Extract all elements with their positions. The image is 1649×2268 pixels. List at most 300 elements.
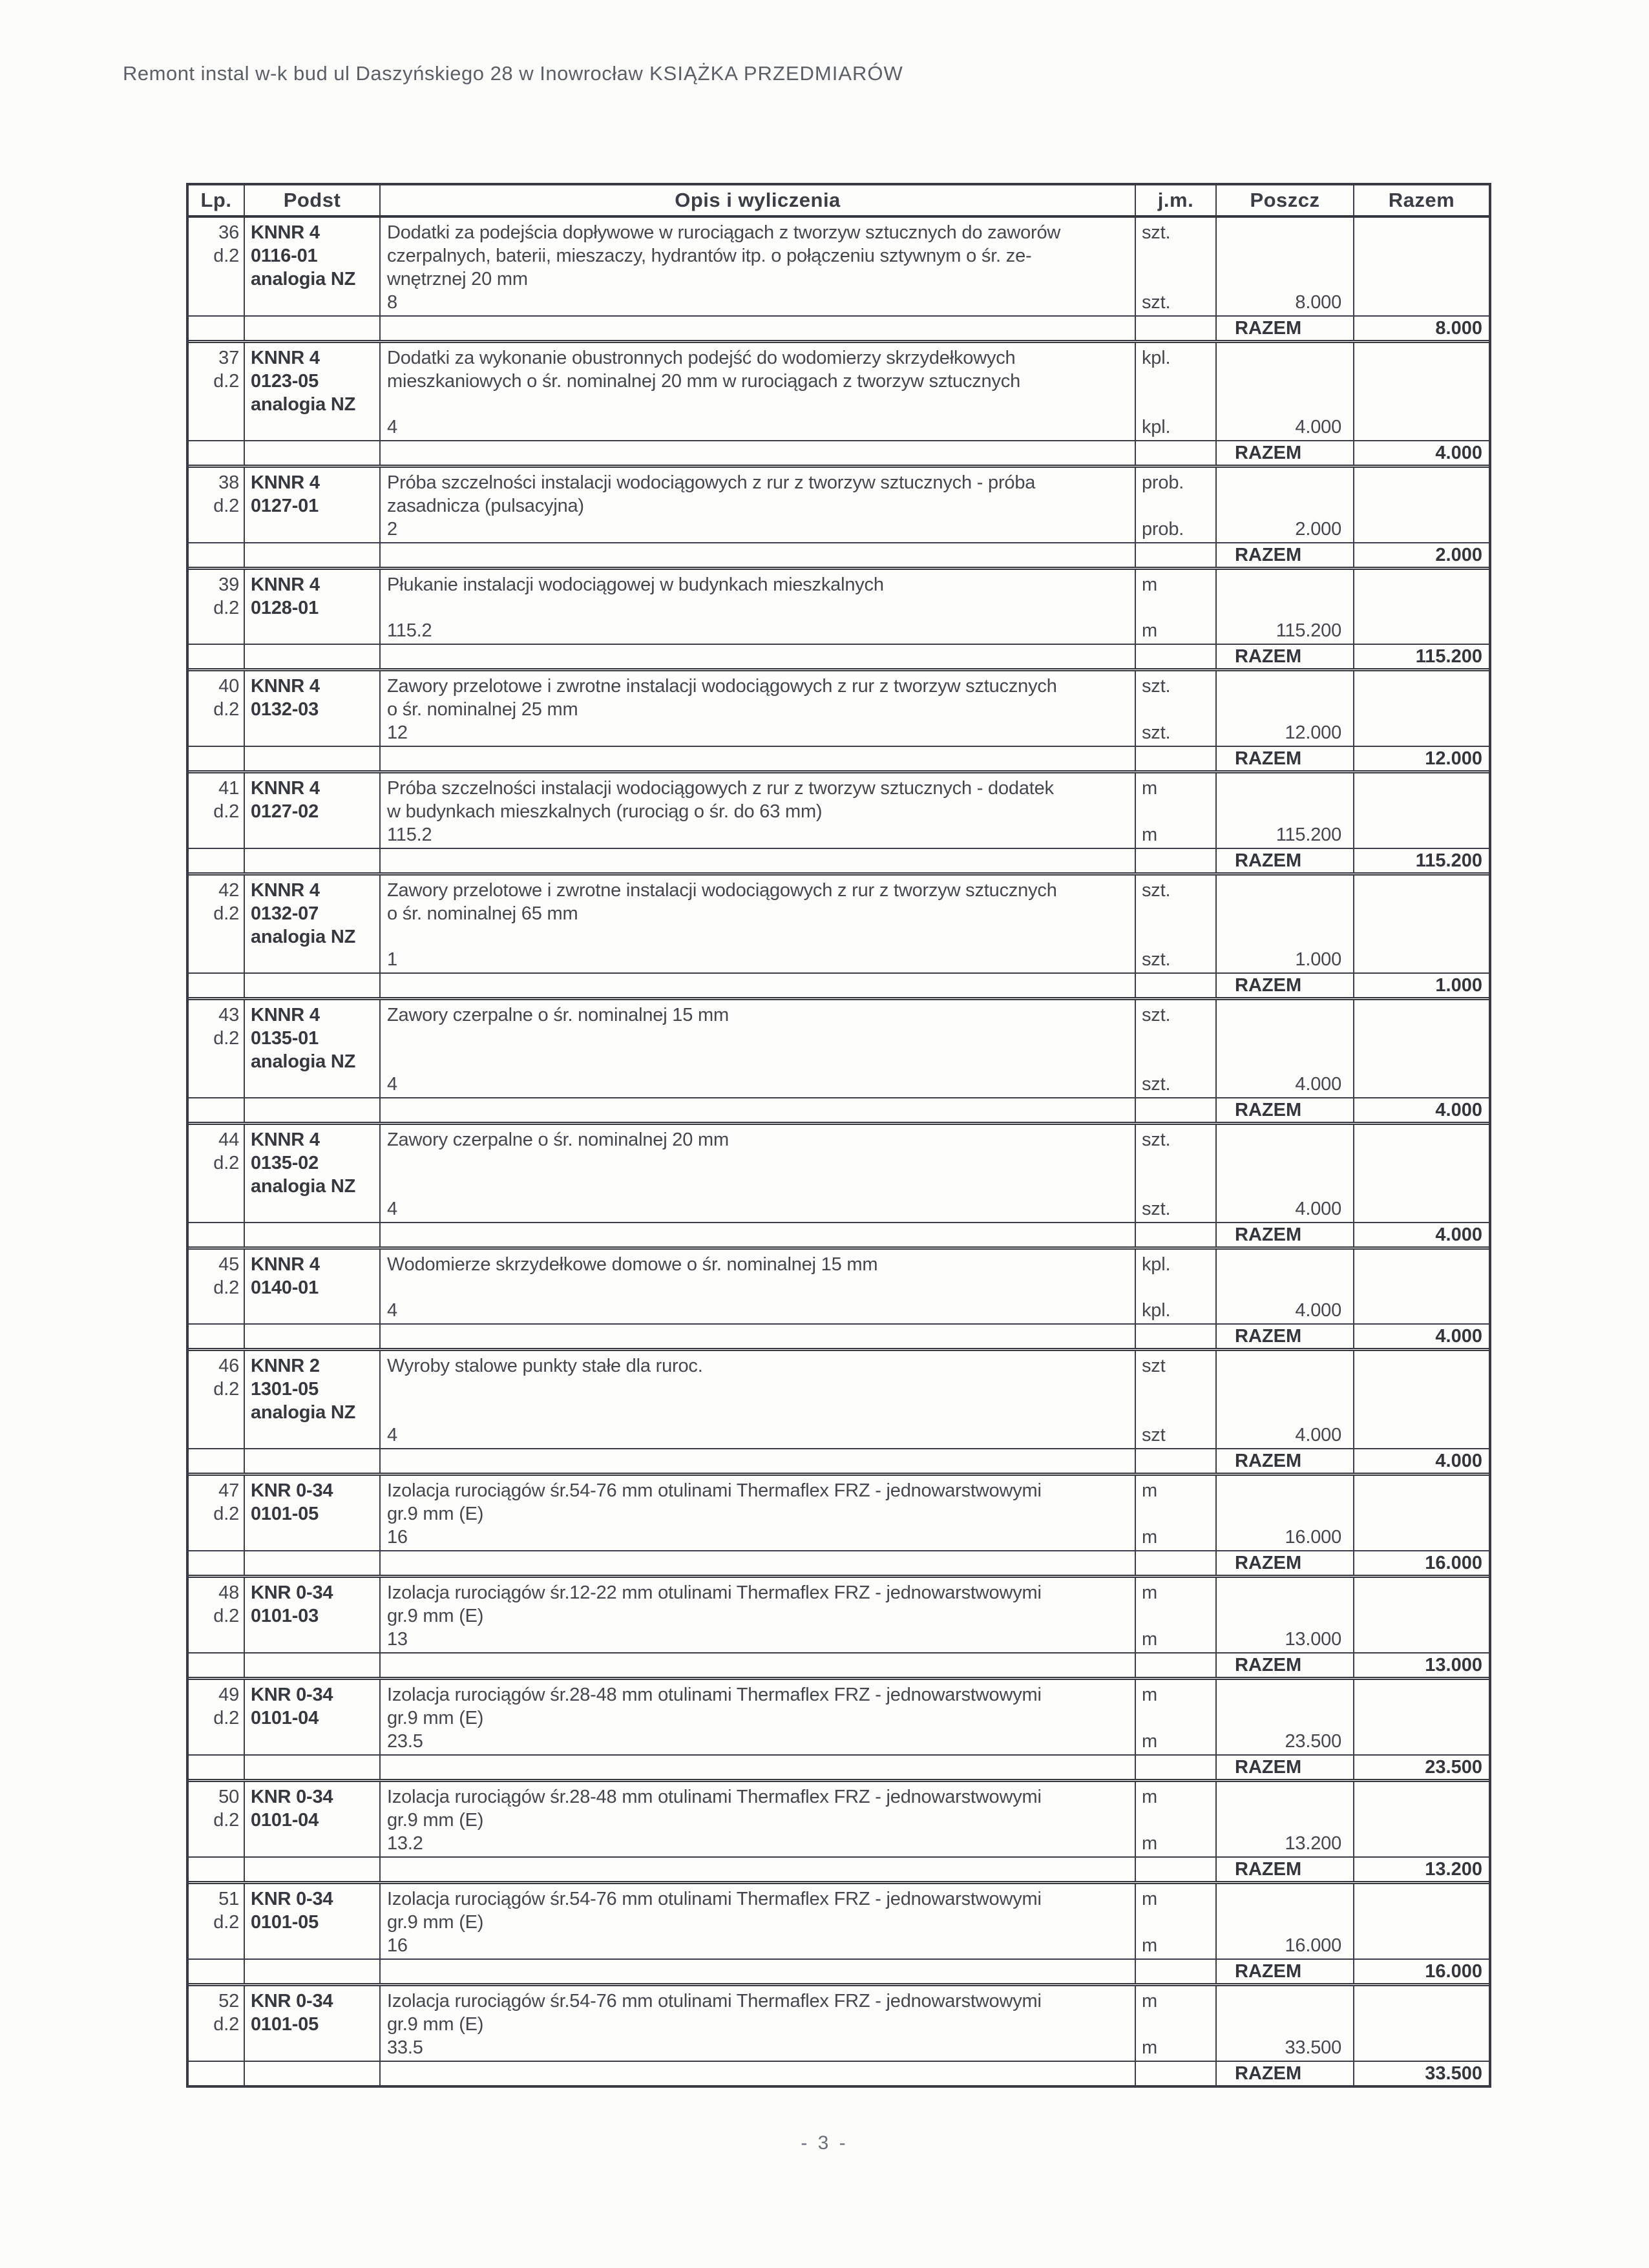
unit-cell bbox=[1136, 218, 1217, 315]
podst-cell bbox=[245, 570, 381, 644]
razem-total-value: 1.000 bbox=[1435, 975, 1482, 996]
calc-quantity: 4 bbox=[387, 417, 397, 437]
unit-top: m bbox=[1142, 1787, 1157, 1807]
item-total-row bbox=[189, 645, 1489, 671]
spacer bbox=[1217, 573, 1353, 619]
item-content-row bbox=[189, 343, 1489, 441]
calc-quantity: 115.2 bbox=[387, 824, 432, 845]
calc-quantity: 33.5 bbox=[387, 2037, 423, 2058]
empty-cell bbox=[189, 317, 245, 340]
empty-cell bbox=[245, 974, 381, 997]
podst-cell bbox=[245, 1351, 381, 1448]
empty-cell bbox=[1136, 747, 1217, 770]
item-total-row bbox=[189, 747, 1489, 773]
razem-total-value: 4.000 bbox=[1435, 1100, 1482, 1120]
razem-label: RAZEM bbox=[1217, 317, 1354, 340]
description bbox=[387, 1128, 1131, 1151]
unit-top: szt bbox=[1142, 1356, 1166, 1376]
empty-cell bbox=[245, 1756, 381, 1779]
podst-line: analogia NZ bbox=[251, 927, 356, 947]
unit-cell bbox=[1136, 570, 1217, 644]
table-row bbox=[189, 1680, 1489, 1782]
empty-cell bbox=[245, 1960, 381, 1983]
podst-line: KNNR 2 bbox=[251, 1356, 320, 1376]
item-number: 48 bbox=[218, 1582, 239, 1603]
poszcz-cell bbox=[1217, 1000, 1354, 1097]
col-header-opis: Opis i wyliczenia bbox=[381, 185, 1136, 215]
lp-cell bbox=[189, 1476, 245, 1550]
podst-line: KNR 0-34 bbox=[251, 1685, 333, 1705]
opis-cell bbox=[381, 876, 1136, 972]
empty-cell bbox=[1136, 543, 1217, 567]
razem-cell bbox=[1354, 1986, 1489, 2061]
description-line: zasadnicza (pulsacyjna) bbox=[387, 496, 584, 516]
poszcz-cell bbox=[1217, 876, 1354, 972]
spacer bbox=[1217, 471, 1353, 518]
empty-cell bbox=[245, 1098, 381, 1122]
unit-cell bbox=[1136, 1125, 1217, 1222]
razem-total-value: 16.000 bbox=[1425, 1553, 1482, 1573]
razem-total-value: 13.000 bbox=[1425, 1655, 1482, 1675]
spacer bbox=[1142, 1706, 1215, 1730]
description-line: Zawory przelotowe i zwrotne instalacji wodociągowych z rur z tworzyw sztucznych bbox=[387, 676, 1057, 697]
description bbox=[387, 346, 1131, 393]
item-number: 43 bbox=[218, 1005, 239, 1025]
spacer bbox=[1142, 494, 1215, 518]
unit-top: m bbox=[1142, 1480, 1157, 1501]
description-line: wnętrznej 20 mm bbox=[387, 269, 528, 289]
podst-line: KNNR 4 bbox=[251, 676, 320, 697]
description-line: w budynkach mieszkalnych (rurociąg o śr. do 63 mm) bbox=[387, 801, 823, 822]
lp-cell bbox=[189, 218, 245, 315]
calc-quantity: 1 bbox=[387, 949, 397, 970]
description bbox=[387, 1990, 1131, 2036]
item-total-row bbox=[189, 1098, 1489, 1125]
description-line: gr.9 mm (E) bbox=[387, 1912, 484, 1933]
description bbox=[387, 1003, 1131, 1027]
unit-calc: szt. bbox=[1142, 1074, 1171, 1095]
col-header-poszcz: Poszcz bbox=[1217, 185, 1354, 215]
unit-top: prob. bbox=[1142, 472, 1184, 493]
razem-cell bbox=[1354, 1680, 1489, 1754]
poszcz-value: 16.000 bbox=[1285, 1527, 1341, 1548]
empty-cell bbox=[381, 2062, 1136, 2085]
unit-top: szt. bbox=[1142, 1005, 1171, 1025]
empty-cell bbox=[245, 543, 381, 567]
item-section: d.2 bbox=[213, 496, 239, 516]
item-content-row bbox=[189, 1250, 1489, 1325]
description bbox=[387, 675, 1131, 721]
razem-cell bbox=[1354, 1125, 1489, 1222]
empty-cell bbox=[381, 974, 1136, 997]
empty-cell bbox=[1136, 1960, 1217, 1983]
empty-cell bbox=[381, 1654, 1136, 1677]
description-line: Zawory czerpalne o śr. nominalnej 15 mm bbox=[387, 1005, 729, 1025]
unit-cell bbox=[1136, 1351, 1217, 1448]
poszcz-cell bbox=[1217, 343, 1354, 440]
item-number: 42 bbox=[218, 880, 239, 901]
unit-top: szt. bbox=[1142, 676, 1171, 697]
lp-cell bbox=[189, 876, 245, 972]
spacer bbox=[1142, 1809, 1215, 1832]
description-line: czerpalnych, baterii, mieszaczy, hydrantów itp. o połączeniu sztywnym o śr. ze- bbox=[387, 246, 1032, 266]
item-section: d.2 bbox=[213, 1606, 239, 1626]
spacer bbox=[1142, 800, 1215, 823]
unit-calc: szt bbox=[1142, 1425, 1166, 1445]
table-row bbox=[189, 671, 1489, 773]
item-total-row bbox=[189, 1325, 1489, 1351]
opis-cell bbox=[381, 1000, 1136, 1097]
empty-cell bbox=[189, 1325, 245, 1348]
unit-calc: szt. bbox=[1142, 1199, 1171, 1219]
podst-line: KNR 0-34 bbox=[251, 1582, 333, 1603]
calc-quantity: 4 bbox=[387, 1300, 397, 1321]
podst-line: 0123-05 bbox=[251, 371, 319, 392]
lp-cell bbox=[189, 343, 245, 440]
empty-cell bbox=[1136, 1325, 1217, 1348]
podst-cell bbox=[245, 773, 381, 848]
unit-top: m bbox=[1142, 778, 1157, 799]
empty-cell bbox=[189, 974, 245, 997]
unit-calc: m bbox=[1142, 2037, 1157, 2058]
spacer bbox=[1142, 1378, 1215, 1423]
spacer bbox=[1217, 1479, 1353, 1526]
razem-label: RAZEM bbox=[1217, 1756, 1354, 1779]
item-content-row bbox=[189, 1782, 1489, 1858]
empty-cell bbox=[189, 1756, 245, 1779]
item-section: d.2 bbox=[213, 1810, 239, 1831]
razem-total-value: 23.500 bbox=[1425, 1757, 1482, 1778]
item-section: d.2 bbox=[213, 1504, 239, 1524]
spacer bbox=[387, 1276, 1131, 1299]
empty-cell bbox=[245, 645, 381, 668]
unit-calc: szt. bbox=[1142, 949, 1171, 970]
lp-cell bbox=[189, 671, 245, 746]
spacer bbox=[1217, 675, 1353, 721]
empty-cell bbox=[381, 441, 1136, 465]
podst-line: 0101-05 bbox=[251, 2014, 319, 2035]
podst-cell bbox=[245, 671, 381, 746]
item-content-row bbox=[189, 468, 1489, 543]
podst-cell bbox=[245, 1578, 381, 1652]
razem-cell bbox=[1354, 570, 1489, 644]
calc-quantity: 12 bbox=[387, 722, 408, 743]
table-row bbox=[189, 1986, 1489, 2085]
table-row bbox=[189, 468, 1489, 570]
description-line: Izolacja rurociągów śr.54-76 mm otulinami Thermaflex FRZ - jednowarstwowymi bbox=[387, 1889, 1042, 1909]
poszcz-cell bbox=[1217, 1884, 1354, 1958]
poszcz-cell bbox=[1217, 570, 1354, 644]
empty-cell bbox=[1136, 1654, 1217, 1677]
item-section: d.2 bbox=[213, 1277, 239, 1298]
spacer bbox=[387, 1027, 1131, 1073]
item-section: d.2 bbox=[213, 801, 239, 822]
item-number: 39 bbox=[218, 574, 239, 595]
item-number: 51 bbox=[218, 1889, 239, 1909]
item-number: 50 bbox=[218, 1787, 239, 1807]
col-header-razem: Razem bbox=[1388, 189, 1455, 211]
razem-label: RAZEM bbox=[1217, 1325, 1354, 1348]
unit-calc: szt. bbox=[1142, 722, 1171, 743]
item-total-row bbox=[189, 1223, 1489, 1250]
calc-quantity: 115.2 bbox=[387, 620, 432, 641]
spacer bbox=[1142, 1502, 1215, 1526]
podst-cell bbox=[245, 1250, 381, 1323]
unit-top: kpl. bbox=[1142, 348, 1171, 368]
table-row bbox=[189, 570, 1489, 671]
unit-top: szt. bbox=[1142, 222, 1171, 243]
spacer bbox=[387, 596, 1131, 619]
empty-cell bbox=[189, 441, 245, 465]
poszcz-value: 13.200 bbox=[1285, 1833, 1341, 1854]
empty-cell bbox=[381, 317, 1136, 340]
item-content-row bbox=[189, 570, 1489, 645]
table-row bbox=[189, 773, 1489, 876]
table-row bbox=[189, 1884, 1489, 1986]
poszcz-cell bbox=[1217, 1986, 1354, 2061]
spacer bbox=[1217, 1683, 1353, 1730]
spacer bbox=[1217, 879, 1353, 948]
calc-quantity: 16 bbox=[387, 1527, 408, 1548]
page-number: - 3 - bbox=[801, 2132, 848, 2154]
empty-cell bbox=[381, 1858, 1136, 1881]
table-row bbox=[189, 218, 1489, 343]
opis-cell bbox=[381, 1351, 1136, 1448]
razem-total-value: 13.200 bbox=[1425, 1859, 1482, 1880]
podst-line: KNNR 4 bbox=[251, 1005, 320, 1025]
table-body bbox=[189, 218, 1489, 2085]
item-total-row bbox=[189, 441, 1489, 468]
unit-calc: szt. bbox=[1142, 292, 1171, 313]
razem-cell bbox=[1354, 218, 1489, 315]
item-section: d.2 bbox=[213, 2014, 239, 2035]
podst-line: KNNR 4 bbox=[251, 1129, 320, 1150]
unit-top: m bbox=[1142, 1991, 1157, 2011]
unit-top: m bbox=[1142, 1685, 1157, 1705]
podst-line: 0127-01 bbox=[251, 496, 319, 516]
poszcz-value: 1.000 bbox=[1295, 949, 1341, 970]
item-total-row bbox=[189, 974, 1489, 1000]
spacer bbox=[1142, 1276, 1215, 1299]
empty-cell bbox=[1136, 1449, 1217, 1473]
poszcz-cell bbox=[1217, 468, 1354, 542]
razem-cell bbox=[1354, 1000, 1489, 1097]
spacer bbox=[1217, 1990, 1353, 2036]
item-number: 36 bbox=[218, 222, 239, 243]
empty-cell bbox=[1136, 849, 1217, 872]
table-row bbox=[189, 1476, 1489, 1578]
item-content-row bbox=[189, 1680, 1489, 1756]
description-line: gr.9 mm (E) bbox=[387, 2014, 484, 2035]
podst-line: 1301-05 bbox=[251, 1379, 319, 1400]
opis-cell bbox=[381, 1476, 1136, 1550]
item-total-row bbox=[189, 543, 1489, 570]
razem-label: RAZEM bbox=[1217, 849, 1354, 872]
podst-line: analogia NZ bbox=[251, 1402, 356, 1423]
spacer bbox=[1217, 1785, 1353, 1832]
spacer bbox=[387, 393, 1131, 415]
lp-cell bbox=[189, 1000, 245, 1097]
table-row bbox=[189, 876, 1489, 1000]
podst-line: 0128-01 bbox=[251, 598, 319, 618]
empty-cell bbox=[189, 1551, 245, 1575]
podst-cell bbox=[245, 1986, 381, 2061]
item-number: 40 bbox=[218, 676, 239, 697]
poszcz-value: 13.000 bbox=[1285, 1629, 1341, 1650]
empty-cell bbox=[1136, 1098, 1217, 1122]
empty-cell bbox=[189, 2062, 245, 2085]
item-section: d.2 bbox=[213, 1028, 239, 1049]
lp-cell bbox=[189, 773, 245, 848]
poszcz-cell bbox=[1217, 1351, 1354, 1448]
razem-cell bbox=[1354, 1782, 1489, 1856]
description-line: o śr. nominalnej 65 mm bbox=[387, 903, 578, 924]
podst-line: 0116-01 bbox=[251, 246, 318, 266]
poszcz-value: 16.000 bbox=[1285, 1935, 1341, 1956]
empty-cell bbox=[1136, 2062, 1217, 2085]
item-number: 46 bbox=[218, 1356, 239, 1376]
empty-cell bbox=[189, 645, 245, 668]
item-content-row bbox=[189, 1351, 1489, 1449]
empty-cell bbox=[1136, 645, 1217, 668]
table-row bbox=[189, 343, 1489, 468]
spacer bbox=[1217, 1003, 1353, 1073]
razem-total-value: 8.000 bbox=[1435, 318, 1482, 339]
item-section: d.2 bbox=[213, 371, 239, 392]
opis-cell bbox=[381, 570, 1136, 644]
lp-cell bbox=[189, 1884, 245, 1958]
unit-cell bbox=[1136, 876, 1217, 972]
empty-cell bbox=[1136, 1223, 1217, 1246]
empty-cell bbox=[1136, 974, 1217, 997]
poszcz-value: 4.000 bbox=[1295, 417, 1341, 437]
empty-cell bbox=[381, 645, 1136, 668]
razem-cell bbox=[1354, 773, 1489, 848]
description bbox=[387, 1887, 1131, 1934]
podst-line: KNR 0-34 bbox=[251, 1480, 333, 1501]
bill-of-quantities-table bbox=[186, 183, 1491, 2088]
lp-cell bbox=[189, 1125, 245, 1222]
razem-total-value: 16.000 bbox=[1425, 1961, 1482, 1982]
description-line: gr.9 mm (E) bbox=[387, 1606, 484, 1626]
unit-calc: m bbox=[1142, 1935, 1157, 1956]
description bbox=[387, 573, 1131, 596]
item-content-row bbox=[189, 1476, 1489, 1551]
lp-cell bbox=[189, 1578, 245, 1652]
razem-label: RAZEM bbox=[1217, 543, 1354, 567]
podst-line: 0101-04 bbox=[251, 1810, 319, 1831]
calc-quantity: 2 bbox=[387, 519, 397, 540]
empty-cell bbox=[1136, 441, 1217, 465]
poszcz-cell bbox=[1217, 773, 1354, 848]
spacer bbox=[1142, 1604, 1215, 1628]
calc-quantity: 4 bbox=[387, 1074, 397, 1095]
razem-cell bbox=[1354, 343, 1489, 440]
razem-total-value: 115.200 bbox=[1415, 646, 1482, 667]
empty-cell bbox=[189, 1098, 245, 1122]
unit-cell bbox=[1136, 1782, 1217, 1856]
lp-cell bbox=[189, 1680, 245, 1754]
description-line: Dodatki za wykonanie obustronnych podejść do wodomierzy skrzydełkowych bbox=[387, 348, 1016, 368]
opis-cell bbox=[381, 343, 1136, 440]
razem-total-value: 115.200 bbox=[1415, 850, 1482, 871]
poszcz-cell bbox=[1217, 1680, 1354, 1754]
podst-line: analogia NZ bbox=[251, 269, 356, 289]
poszcz-value: 4.000 bbox=[1295, 1199, 1341, 1219]
description-line: Izolacja rurociągów śr.28-48 mm otulinami Thermaflex FRZ - jednowarstwowymi bbox=[387, 1685, 1042, 1705]
item-total-row bbox=[189, 1551, 1489, 1578]
opis-cell bbox=[381, 1884, 1136, 1958]
poszcz-cell bbox=[1217, 218, 1354, 315]
empty-cell bbox=[245, 2062, 381, 2085]
item-total-row bbox=[189, 317, 1489, 343]
spacer bbox=[1142, 596, 1215, 619]
podst-line: KNNR 4 bbox=[251, 348, 320, 368]
spacer bbox=[387, 925, 1131, 948]
opis-cell bbox=[381, 218, 1136, 315]
razem-total-value: 12.000 bbox=[1425, 748, 1482, 769]
empty-cell bbox=[1136, 1756, 1217, 1779]
description bbox=[387, 777, 1131, 823]
description bbox=[387, 471, 1131, 518]
podst-line: 0135-02 bbox=[251, 1153, 319, 1173]
opis-cell bbox=[381, 1578, 1136, 1652]
empty-cell bbox=[189, 849, 245, 872]
empty-cell bbox=[1136, 317, 1217, 340]
podst-cell bbox=[245, 468, 381, 542]
empty-cell bbox=[1136, 1551, 1217, 1575]
podst-line: KNNR 4 bbox=[251, 472, 320, 493]
poszcz-value: 12.000 bbox=[1285, 722, 1341, 743]
empty-cell bbox=[1136, 1858, 1217, 1881]
empty-cell bbox=[245, 1654, 381, 1677]
razem-label: RAZEM bbox=[1217, 1223, 1354, 1246]
unit-calc: m bbox=[1142, 620, 1157, 641]
podst-line: 0132-03 bbox=[251, 699, 319, 720]
unit-cell bbox=[1136, 1680, 1217, 1754]
unit-calc: m bbox=[1142, 1629, 1157, 1650]
unit-top: kpl. bbox=[1142, 1254, 1171, 1275]
podst-line: analogia NZ bbox=[251, 1051, 356, 1072]
razem-cell bbox=[1354, 876, 1489, 972]
description-line: Izolacja rurociągów śr.54-76 mm otulinami Thermaflex FRZ - jednowarstwowymi bbox=[387, 1480, 1042, 1501]
unit-cell bbox=[1136, 468, 1217, 542]
spacer bbox=[1217, 1128, 1353, 1197]
spacer bbox=[1142, 1911, 1215, 1934]
podst-line: KNR 0-34 bbox=[251, 1889, 333, 1909]
item-total-row bbox=[189, 1654, 1489, 1680]
podst-line: KNNR 4 bbox=[251, 574, 320, 595]
description-line: gr.9 mm (E) bbox=[387, 1504, 484, 1524]
razem-total-value: 33.500 bbox=[1425, 2063, 1482, 2084]
razem-label: RAZEM bbox=[1217, 1654, 1354, 1677]
empty-cell bbox=[189, 1960, 245, 1983]
table-row bbox=[189, 1578, 1489, 1680]
item-content-row bbox=[189, 773, 1489, 849]
description-line: mieszkaniowych o śr. nominalnej 20 mm w rurociągach z tworzyw sztucznych bbox=[387, 371, 1021, 392]
poszcz-value: 33.500 bbox=[1285, 2037, 1341, 2058]
podst-cell bbox=[245, 1000, 381, 1097]
item-total-row bbox=[189, 849, 1489, 876]
poszcz-value: 8.000 bbox=[1295, 292, 1341, 313]
col-header-jm: j.m. bbox=[1136, 185, 1217, 215]
description-line: Płukanie instalacji wodociągowej w budynkach mieszkalnych bbox=[387, 574, 884, 595]
poszcz-cell bbox=[1217, 1476, 1354, 1550]
spacer bbox=[1217, 777, 1353, 823]
unit-cell bbox=[1136, 1000, 1217, 1097]
podst-line: 0101-04 bbox=[251, 1708, 319, 1728]
empty-cell bbox=[381, 1960, 1136, 1983]
